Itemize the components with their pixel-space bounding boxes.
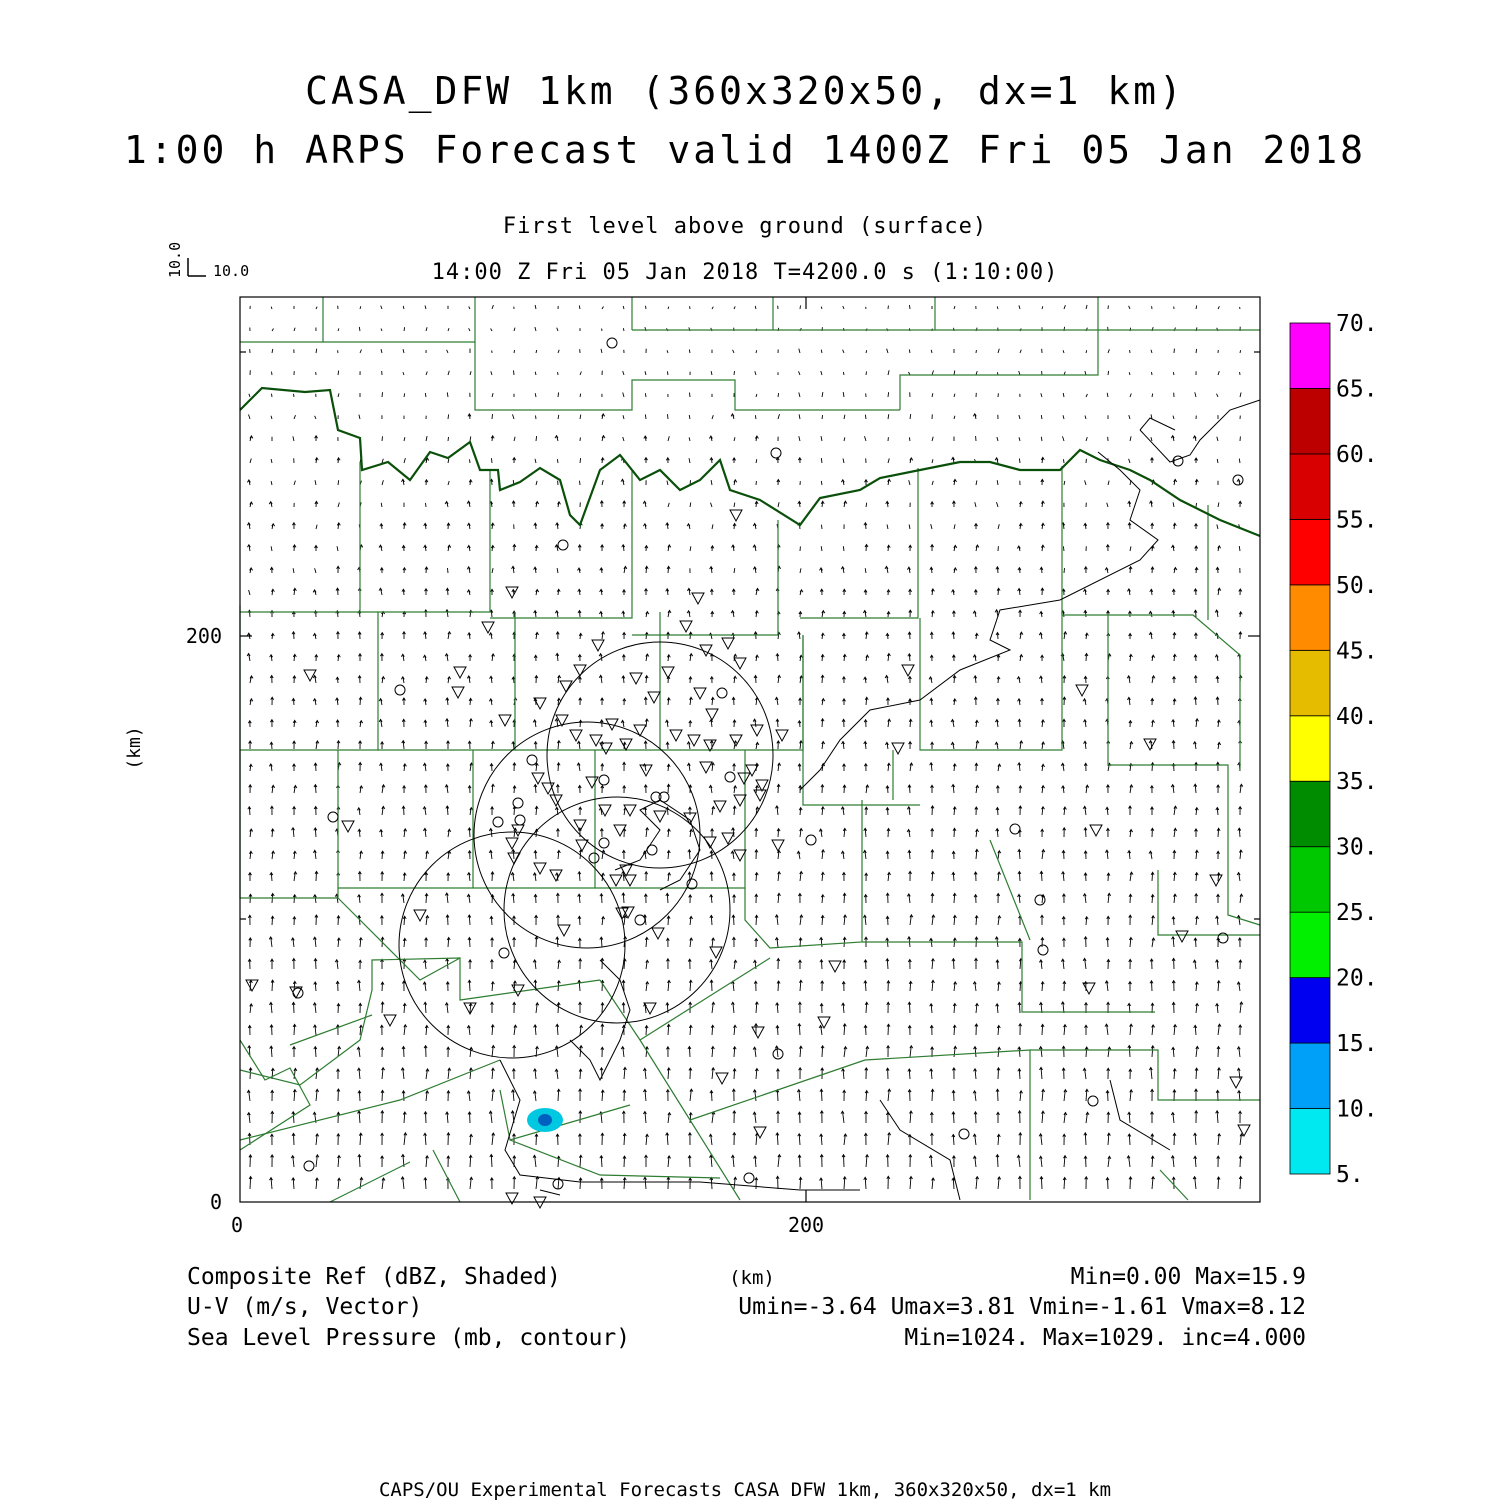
colorbar-swatch xyxy=(1290,650,1330,715)
reflectivity-echo xyxy=(527,1108,563,1132)
colorbar-swatch xyxy=(1290,585,1330,650)
reflectivity-colorbar xyxy=(1290,311,1378,1188)
colorbar-swatch xyxy=(1290,519,1330,584)
x-tick-200: 200 xyxy=(787,1213,825,1237)
colorbar-label: 20. xyxy=(1336,965,1378,992)
slp-field-stats: Min=1024. Max=1029. inc=4.000 xyxy=(904,1325,1306,1351)
colorbar-label: 45. xyxy=(1336,638,1378,665)
y-tick-200: 200 xyxy=(185,624,222,648)
colorbar-swatch xyxy=(1290,978,1330,1043)
colorbar-label: 65. xyxy=(1336,376,1378,403)
colorbar-swatch xyxy=(1290,781,1330,846)
colorbar-swatch xyxy=(1290,847,1330,912)
vector-field-stats: Umin=-3.64 Umax=3.81 Vmin=-1.61 Vmax=8.12 xyxy=(738,1294,1306,1320)
plot-title-line2: 1:00 h ARPS Forecast valid 1400Z Fri 05 Jan 2018 xyxy=(123,128,1367,172)
colorbar-label: 25. xyxy=(1336,900,1378,927)
colorbar-label: 60. xyxy=(1336,441,1378,468)
colorbar-label: 15. xyxy=(1336,1031,1378,1058)
footer-credit: CAPS/OU Experimental Forecasts CASA DFW 1km, 360x320x50, dx=1 km xyxy=(378,1479,1112,1501)
ref-field-label: Composite Ref (dBZ, Shaded) xyxy=(187,1264,561,1290)
colorbar-swatch xyxy=(1290,1109,1330,1174)
colorbar-label: 5. xyxy=(1336,1162,1364,1188)
colorbar-label: 50. xyxy=(1336,572,1378,599)
y-axis-label: (km) xyxy=(124,726,145,770)
ref-field-stats: Min=0.00 Max=15.9 xyxy=(1070,1264,1306,1290)
colorbar-label: 30. xyxy=(1336,834,1378,861)
colorbar-label: 10. xyxy=(1336,1096,1378,1123)
colorbar-swatch xyxy=(1290,388,1330,453)
level-subtitle: First level above ground (surface) xyxy=(502,214,988,239)
time-subtitle: 14:00 Z Fri 05 Jan 2018 T=4200.0 s (1:10:00) xyxy=(431,260,1059,285)
colorbar-swatch xyxy=(1290,454,1330,519)
colorbar-label: 70. xyxy=(1336,311,1378,337)
x-axis-label: (km) xyxy=(729,1267,775,1289)
y-tick-0: 0 xyxy=(209,1190,222,1214)
vector-field-label: U-V (m/s, Vector) xyxy=(187,1294,423,1320)
colorbar-swatch xyxy=(1290,1043,1330,1108)
slp-field-label: Sea Level Pressure (mb, contour) xyxy=(187,1325,631,1351)
map-plot-area xyxy=(240,297,1260,1208)
colorbar-label: 40. xyxy=(1336,703,1378,730)
colorbar-swatch xyxy=(1290,912,1330,977)
vector-scale-x-label: 10.0 xyxy=(213,262,250,280)
colorbar-swatch xyxy=(1290,323,1330,388)
colorbar-label: 35. xyxy=(1336,769,1378,796)
vector-scale-y-label: 10.0 xyxy=(166,241,184,278)
plot-title-line1: CASA_DFW 1km (360x320x50, dx=1 km) xyxy=(305,69,1185,113)
colorbar-swatch xyxy=(1290,716,1330,781)
vector-scale-legend xyxy=(166,242,249,280)
colorbar-label: 55. xyxy=(1336,507,1378,534)
x-tick-0: 0 xyxy=(230,1213,244,1237)
